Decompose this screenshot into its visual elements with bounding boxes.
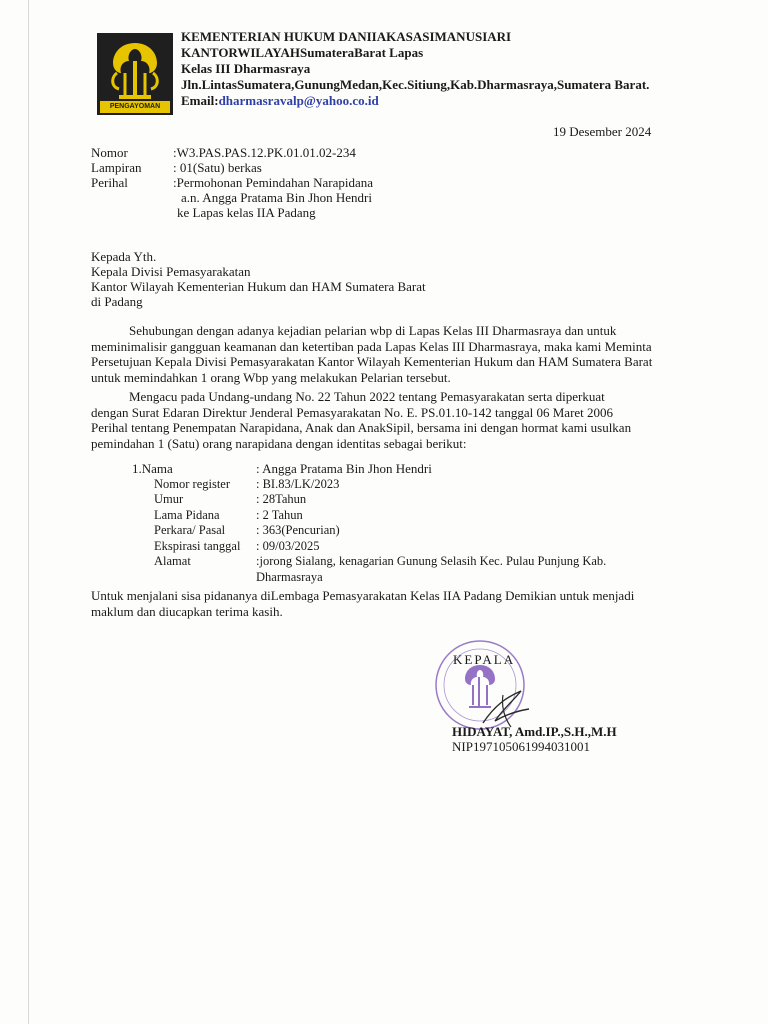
paragraph-2 [91, 389, 691, 451]
letterhead [181, 29, 649, 109]
umur-label: Umur [154, 492, 184, 506]
paragraph-2-line: Mengacu pada Undang-undang No. 22 Tahun 2022 tentang Pemasyarakatan serta diperkuat [129, 389, 605, 404]
lampiran-value: : 01(Satu) berkas [173, 160, 262, 175]
umur-value: : 28Tahun [256, 492, 307, 506]
letterhead-line4: Jln.LintasSumatera,GunungMedan,Kec.Sitiung,Kab.Dharmasraya,Sumatera Barat. [181, 77, 650, 92]
recipient-line1: Kepada Yth. [91, 249, 157, 264]
alamat-line2: Dharmasraya [256, 569, 323, 584]
email-label: Email: [181, 93, 219, 108]
pasal-label: Perkara/ Pasal [154, 523, 226, 537]
closing-line: Untuk menjalani sisa pidananya diLembaga Pemasyarakatan Kelas IIA Padang Demikian untuk menjadi [91, 588, 635, 603]
paragraph-1-line: meminimalisir gangguan keamanan dan ketertiban pada Lapas Kelas III Dharmasraya, maka kami Meminta [91, 338, 652, 354]
ekspirasi-label: Ekspirasi tanggal [154, 538, 241, 553]
lampiran-label: Lampiran [91, 160, 142, 175]
nama-value: : Angga Pratama Bin Jhon Hendri [256, 461, 432, 476]
email-link[interactable]: dharmasravalp@yahoo.co.id [218, 93, 379, 108]
letter-date: 19 Desember 2024 [553, 124, 652, 139]
register-label: Nomor register [154, 476, 231, 491]
nama-label: 1.Nama [132, 461, 173, 476]
closing-line: maklum dan diucapkan terima kasih. [91, 603, 283, 619]
nomor-label: Nomor [91, 145, 128, 160]
paragraph-1 [91, 323, 691, 385]
pidana-value: : 2 Tahun [256, 507, 303, 522]
perihal-label: Perihal [91, 175, 128, 190]
page-edge [28, 0, 29, 1024]
pidana-label: Lama Pidana [154, 507, 220, 522]
closing-paragraph [91, 588, 634, 619]
paragraph-2-line: pemindahan 1 (Satu) orang narapidana dengan identitas sebagai berikut: [91, 435, 467, 451]
official-stamp [425, 635, 535, 735]
alamat-label: Alamat [154, 554, 191, 568]
recipient-block [91, 249, 426, 309]
inmate-identity [132, 461, 606, 585]
letterhead-line3: Kelas III Dharmasraya [181, 61, 311, 76]
paragraph-2-line: Perihal tentang Penempatan Narapidana, Anak dan AnakSipil, bersama ini dengan hormat kami usulkan [91, 420, 632, 435]
pasal-value: : 363(Pencurian) [256, 523, 340, 537]
paragraph-1-line: Persetujuan Kepala Divisi Pemasyarakatan Kantor Wilayah Kementerian Hukum dan HAM Sumatera Barat [91, 354, 653, 369]
paragraph-1-line: Sehubungan dengan adanya kejadian pelarian wbp di Lapas Kelas III Dharmasraya dan untuk [129, 323, 617, 338]
perihal-value: :Permohonan Pemindahan Narapidana [173, 175, 373, 190]
register-value: : BI.83/LK/2023 [256, 476, 340, 491]
letterhead-line1: KEMENTERIAN HUKUM DANIIAKASASIMANUSIARI [181, 29, 512, 44]
signatory-title: KEPALA [453, 652, 516, 667]
perihal-line3: ke Lapas kelas IIA Padang [177, 205, 316, 220]
recipient-line2: Kepala Divisi Pemasyarakatan [91, 264, 251, 279]
letterhead-email [181, 93, 649, 109]
signatory-nip: NIP197105061994031001 [452, 739, 590, 754]
letterhead-line2: KANTORWILAYAHSumateraBarat Lapas [181, 45, 424, 60]
recipient-line4: di Padang [91, 294, 143, 309]
logo-label: PENGAYOMAN [100, 101, 170, 113]
letter-meta [91, 145, 373, 220]
paragraph-1-line: untuk memindahkan 1 orang Wbp yang melakukan Pelarian tersebut. [91, 369, 451, 385]
recipient-line3: Kantor Wilayah Kementerian Hukum dan HAM Sumatera Barat [91, 279, 426, 294]
alamat-value: :jorong Sialang, kenagarian Gunung Selasih Kec. Pulau Punjung Kab. [256, 554, 607, 568]
ekspirasi-value: : 09/03/2025 [256, 538, 320, 553]
signatory-name: HIDAYAT, Amd.IP.,S.H.,M.H [452, 724, 617, 739]
nomor-value: :W3.PAS.PAS.12.PK.01.01.02-234 [173, 145, 356, 160]
perihal-line2: a.n. Angga Pratama Bin Jhon Hendri [181, 190, 372, 205]
paragraph-2-line: dengan Surat Edaran Direktur Jenderal Pemasyarakatan No. E. PS.01.10-142 tanggal 06 Maret 2006 [91, 404, 614, 420]
